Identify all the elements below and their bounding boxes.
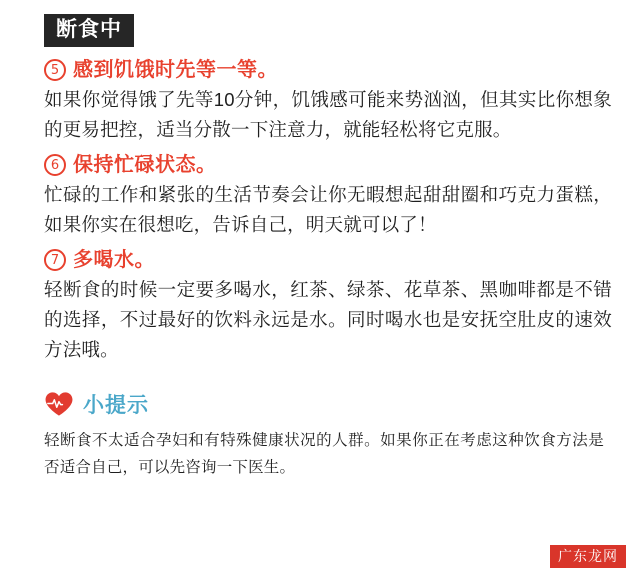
- list-item: [44, 247, 612, 365]
- item-number-badge: 6: [44, 154, 66, 176]
- item-number-badge: 5: [44, 59, 66, 81]
- item-body: 轻断食的时候一定要多喝水，红茶、绿茶、花草茶、黑咖啡都是不错的选择，不过最好的饮料永远是水。同时喝水也是安抚空肚皮的速效方法哦。: [44, 278, 612, 360]
- item-title: 多喝水。: [73, 248, 155, 271]
- section-badge: 断食中: [44, 14, 134, 47]
- tips-section: [44, 389, 612, 481]
- item-number-badge: 7: [44, 249, 66, 271]
- list-item: [44, 57, 612, 145]
- item-title: 保持忙碌状态。: [73, 154, 217, 177]
- list-item: [44, 152, 612, 240]
- tips-heading: [44, 389, 612, 419]
- item-body: 忙碌的工作和紧张的生活节奏会让你无暇想起甜甜圈和巧克力蛋糕，如果你实在很想吃，告诉自己，明天就可以了！: [44, 184, 612, 235]
- heart-pulse-icon: [44, 391, 74, 417]
- watermark: 广东龙网: [550, 545, 626, 568]
- item-body: 如果你觉得饿了先等10分钟，饥饿感可能来势汹汹，但其实比你想象的更易把控，适当分散一下注意力，就能轻松将它克服。: [44, 89, 612, 141]
- item-heading: [44, 247, 612, 273]
- tips-title: 小提示: [83, 393, 149, 417]
- item-heading: [44, 152, 612, 178]
- tips-body: 轻断食不太适合孕妇和有特殊健康状况的人群。如果你正在考虑这种饮食方法是否适合自己，可以先咨询一下医生。: [44, 431, 604, 476]
- item-title: 感到饥饿时先等一等。: [73, 59, 278, 82]
- item-heading: [44, 57, 612, 83]
